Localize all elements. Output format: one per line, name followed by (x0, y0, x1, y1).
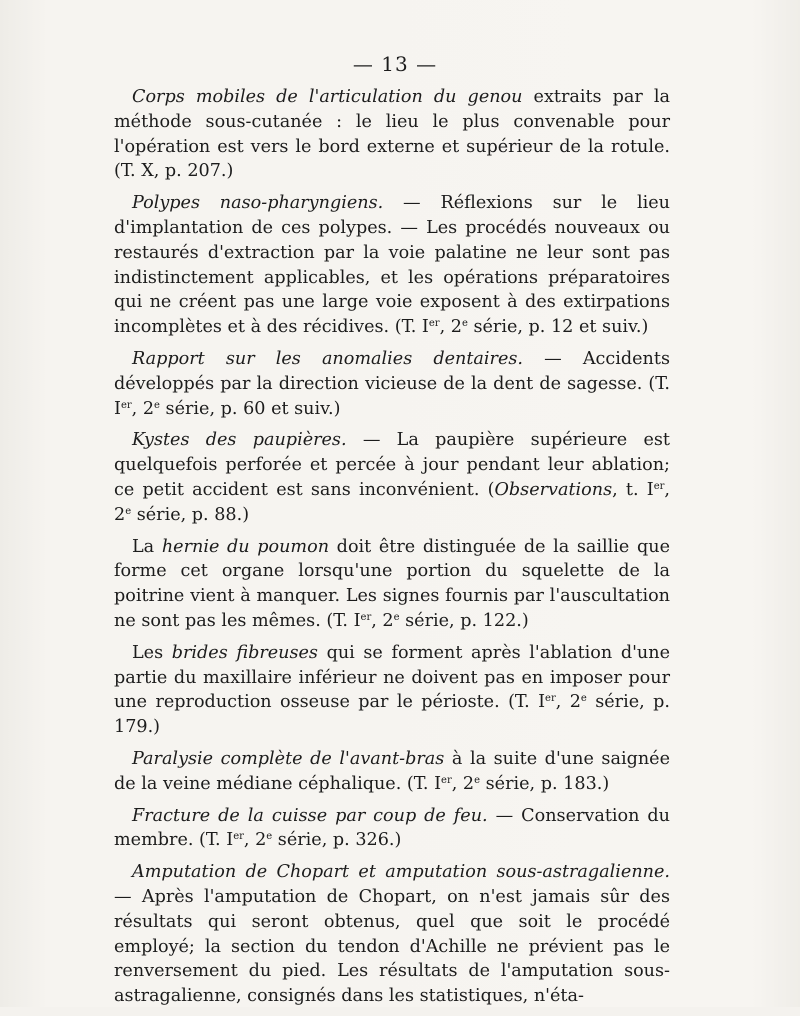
page-number: — 13 — (352, 52, 438, 76)
entry-body: — Après l'amputation de Chopart, on n'est jamais sûr des résultats qui seront obtenus, quel que soit le procédé employé; la section du tendon d'Achille ne prévient pas le renversement du pied. Les résultats de l'amputation sous-astragalienne, consignés dans les statistiques, n'éta- (114, 886, 670, 1007)
entry-amputation (114, 860, 670, 1009)
entry-title: hernie du poumon (161, 536, 330, 557)
entry-anomalies-dentaires (114, 347, 670, 421)
entry-title: Rapport sur les anomalies dentaires. (132, 348, 523, 369)
entry-body: qui se forment après l'ablation d'une partie du maxillaire inférieur ne doivent pas en imposer pour une reproduction osseuse par le périoste. (T. Ier, 2e série, p. 179.) (114, 642, 670, 738)
entry-paralysie (114, 747, 670, 797)
entry-hernie (114, 535, 670, 634)
entry-fracture (114, 804, 670, 854)
entry-corps-mobiles (114, 85, 670, 184)
entry-body: extraits par la méthode sous-cutanée : le lieu le plus convenable pour l'opération est vers le bord externe et supérieur de la rotule. (T. X, p. 207.) (114, 87, 670, 182)
entry-title: Paralysie complète de l'avant-bras (132, 748, 445, 769)
entry-title: Polypes naso-pharyngiens. (132, 193, 384, 214)
entry-title: Kystes des paupières. (132, 430, 347, 451)
entry-brides (114, 641, 670, 740)
entry-body: à la suite d'une saignée de la veine médiane céphalique. (T. Ier, 2e série, p. 183.) (114, 748, 670, 794)
entry-body: doit être distinguée de la saillie que forme cet organe lorsqu'une portion du squelette de la poitrine vient à manquer. Les signes fournis par l'auscultation ne sont pas les mêmes. (T. Ier, 2e série, p. 122.) (114, 536, 670, 631)
entry-lead: Les (132, 642, 172, 663)
entry-body-italic: Observations (494, 479, 613, 500)
entry-lead: La (132, 536, 162, 557)
entry-title: Corps mobiles de l'articulation du genou (132, 87, 523, 107)
entry-title: brides fibreuses (171, 642, 318, 663)
entry-title: Amputation de Chopart et amputation sous-astragalienne. (132, 862, 670, 883)
entry-body: — Réflexions sur le lieu d'implantation de ces polypes. — Les procédés nouveaux ou restaurés d'extraction par la voie palatine ne leur sont pas indistinctement applicables, et les opérations préparatoires qui ne créent pas une large voie exposent à des extirpations incomplètes et à des récidives. (T. Ier, 2e série, p. 12 et suiv.) (114, 193, 671, 338)
entry-polypes (114, 191, 670, 340)
entry-body: — Accidents développés par la direction vicieuse de la dent de sagesse. (T. Ier, 2e série, p. 60 et suiv.) (114, 348, 670, 419)
entry-body: , t. Ier, 2e série, p. 88.) (114, 479, 670, 525)
entry-body: — Conservation du membre. (T. Ier, 2e série, p. 326.) (114, 805, 670, 851)
text-body (114, 85, 670, 1016)
entry-title: Fracture de la cuisse par coup de feu. (132, 805, 488, 826)
entry-body: — La paupière supérieure est quelquefois perforée et percée à jour pendant leur ablation; ce petit accident est sans inconvénient. ( (114, 430, 670, 500)
entry-kystes (114, 428, 670, 527)
